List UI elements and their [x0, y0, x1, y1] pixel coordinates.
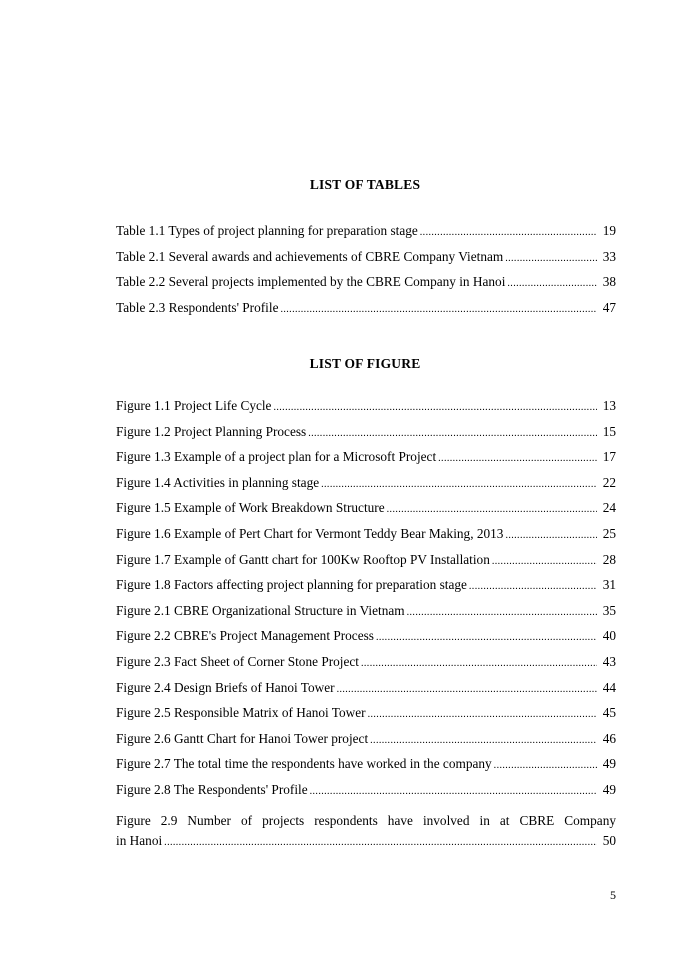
entry-label: Table 1.1 Types of project planning for preparation stage: [116, 223, 418, 238]
entry-label-line2-row: [116, 833, 616, 859]
entry-label: Table 2.3 Respondents' Profile: [116, 299, 279, 315]
entry-page: 19: [602, 223, 616, 238]
entry-label: Figure 1.6 Example of Pert Chart for Vermont Teddy Bear Making, 2013: [116, 525, 504, 541]
figure-entry[interactable]: [116, 705, 616, 731]
entry-label: Figure 1.2 Project Planning Process: [116, 423, 307, 439]
figure-entry[interactable]: [116, 756, 616, 782]
figure-entry-wrapped[interactable]: [116, 808, 616, 859]
entry-label: Figure 1.8 Factors affecting project planning for preparation stage: [116, 577, 467, 593]
figure-entry[interactable]: [116, 577, 616, 603]
figure-entry[interactable]: [116, 782, 616, 808]
entry-page: 47: [602, 299, 616, 315]
dot-leader: [273, 402, 597, 413]
figure-entry[interactable]: [116, 731, 616, 757]
entry-page: 33: [602, 248, 616, 264]
dot-leader: [280, 304, 597, 315]
entry-label: Figure 2.4 Design Briefs of Hanoi Tower: [116, 679, 335, 695]
entry-label: Table 2.2 Several projects implemented by the CBRE Company in Hanoi: [116, 274, 506, 290]
page-number: 5: [610, 888, 616, 902]
entry-label: Figure 2.5 Responsible Matrix of Hanoi Tower: [116, 705, 366, 721]
figure-entry[interactable]: [116, 424, 616, 450]
dot-leader: [387, 504, 597, 515]
entry-label: Figure 1.1 Project Life Cycle: [116, 398, 272, 413]
entry-label-line1: Figure 2.9 Number of projects respondents have involved in at CBRE Company: [116, 812, 616, 828]
dot-leader: [321, 479, 597, 490]
dot-leader: [492, 556, 597, 567]
entry-page: 15: [602, 423, 616, 439]
dot-leader: [507, 278, 597, 289]
figure-entry[interactable]: [116, 526, 616, 552]
entry-label: Figure 2.6 Gantt Chart for Hanoi Tower project: [116, 730, 369, 746]
dot-leader: [164, 837, 597, 848]
dot-leader: [308, 428, 597, 439]
entry-page: 44: [602, 679, 616, 695]
dot-leader: [310, 786, 597, 797]
tables-list: [116, 223, 616, 325]
dot-leader: [438, 453, 597, 464]
entry-label: Figure 2.3 Fact Sheet of Corner Stone Project: [116, 653, 359, 669]
entry-page: 24: [602, 500, 616, 516]
entry-label: Figure 1.5 Example of Work Breakdown Structure: [116, 500, 385, 516]
dot-leader: [407, 607, 597, 618]
entry-page: 31: [602, 577, 616, 593]
entry-label: Figure 2.7 The total time the respondents have worked in the company: [116, 756, 492, 772]
list-of-tables-heading: LIST OF TABLES: [309, 177, 421, 192]
entry-label-line2: in Hanoi: [116, 833, 163, 849]
dot-leader: [361, 658, 597, 669]
figure-entry[interactable]: [116, 603, 616, 629]
entry-page: 43: [602, 653, 616, 669]
figure-entry[interactable]: [116, 500, 616, 526]
entry-page: 25: [602, 525, 616, 541]
dot-leader: [337, 684, 597, 695]
dot-leader: [505, 530, 597, 541]
entry-page: 38: [602, 274, 616, 290]
entry-page: 46: [602, 730, 616, 746]
figure-entry[interactable]: [116, 628, 616, 654]
list-of-figures-heading: LIST OF FIGURE: [309, 356, 421, 371]
entry-page: 49: [602, 756, 616, 772]
dot-leader: [469, 581, 597, 592]
entry-page: 28: [602, 551, 616, 567]
entry-label: Figure 1.7 Example of Gantt chart for 100Kw Rooftop PV Installation: [116, 551, 490, 567]
dot-leader: [368, 709, 597, 720]
table-entry[interactable]: [116, 274, 616, 300]
entry-page: 45: [602, 705, 616, 721]
entry-label: Figure 2.8 The Respondents' Profile: [116, 781, 308, 797]
entry-label: Table 2.1 Several awards and achievements of CBRE Company Vietnam: [116, 248, 504, 264]
figure-entry[interactable]: [116, 398, 616, 424]
figures-list: [116, 398, 616, 859]
entry-page: 17: [602, 449, 616, 465]
dot-leader: [376, 632, 597, 643]
table-entry[interactable]: [116, 223, 616, 249]
figure-entry[interactable]: [116, 680, 616, 706]
entry-label: Figure 1.4 Activities in planning stage: [116, 474, 320, 490]
entry-page: 13: [602, 398, 616, 413]
table-entry[interactable]: [116, 300, 616, 326]
dot-leader: [420, 227, 597, 238]
entry-label: Figure 2.2 CBRE's Project Management Process: [116, 628, 374, 644]
figure-entry[interactable]: [116, 552, 616, 578]
dot-leader: [505, 253, 597, 264]
entry-page: 40: [602, 628, 616, 644]
figure-entry[interactable]: [116, 654, 616, 680]
entry-label: Figure 1.3 Example of a project plan for a Microsoft Project: [116, 449, 437, 465]
dot-leader: [370, 735, 597, 746]
table-entry[interactable]: [116, 249, 616, 275]
figure-entry[interactable]: [116, 475, 616, 501]
entry-page: 22: [602, 474, 616, 490]
entry-label: Figure 2.1 CBRE Organizational Structure in Vietnam: [116, 602, 405, 618]
entry-page: 35: [602, 602, 616, 618]
entry-page: 49: [602, 781, 616, 797]
dot-leader: [494, 760, 597, 771]
entry-page: 50: [602, 833, 616, 849]
figure-entry[interactable]: [116, 449, 616, 475]
